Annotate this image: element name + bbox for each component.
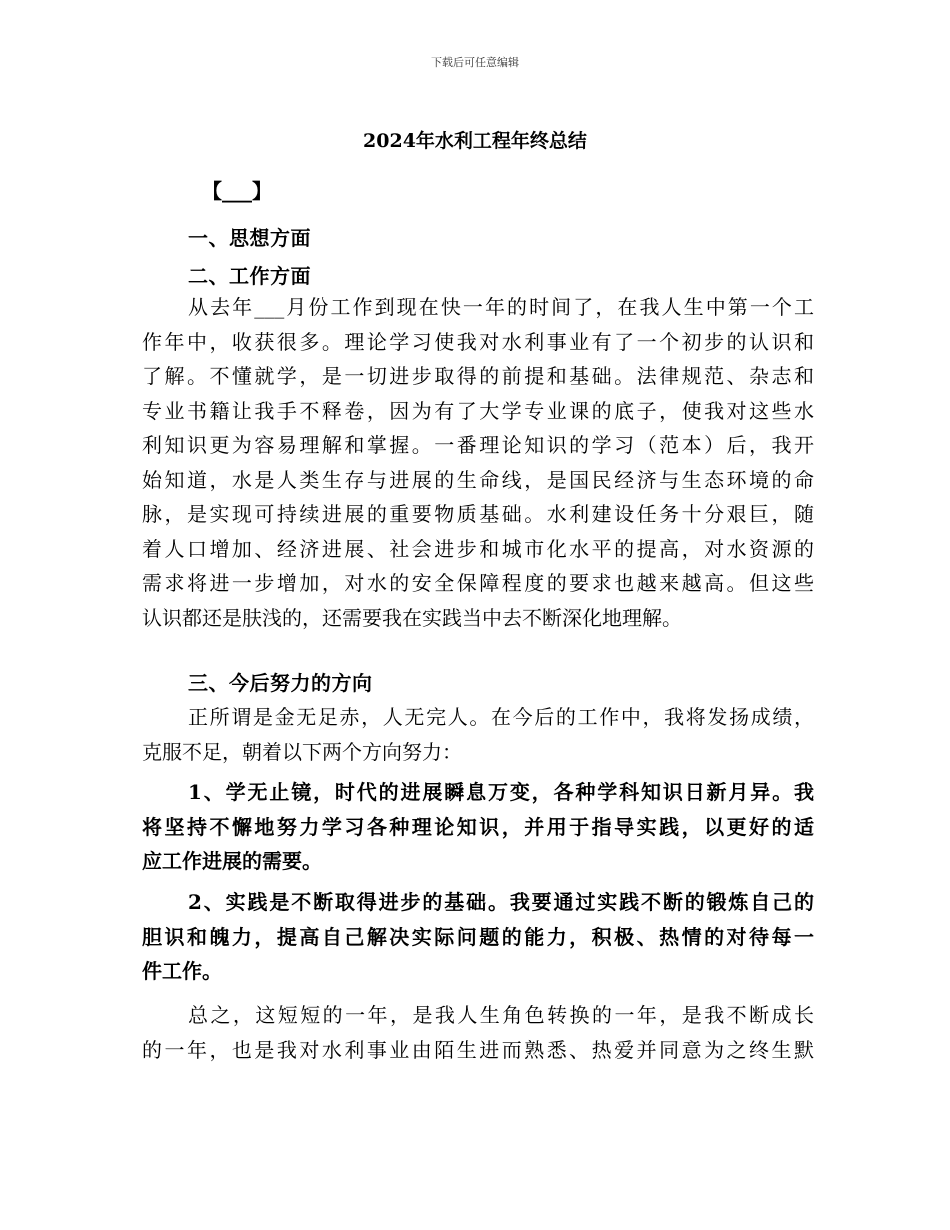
bracket-label: 【___】 xyxy=(202,179,272,203)
list-item-1 xyxy=(142,775,814,879)
text-line: 专业书籍让我手不释卷，因为有了大学专业课的底子，使我对这些水 xyxy=(142,398,814,423)
text-line: 从去年___月份工作到现在快一年的时间了，在我人生中第一个工 xyxy=(188,295,814,319)
text-line: 的一年，也是我对水利事业由陌生进而熟悉、热爱并同意为之终生默 xyxy=(142,1037,814,1062)
list-item-2 xyxy=(142,885,814,989)
text-line: 利知识更为容易理解和掌握。一番理论知识的学习（范本）后，我开 xyxy=(142,433,814,457)
document-title: 2024年水利工程年终总结 xyxy=(363,130,587,152)
text-line: 认识都还是肤浅的，还需要我在实践当中去不断深化地理解。 xyxy=(142,605,682,630)
heading-work: 二、工作方面 xyxy=(188,264,311,288)
paragraph-work-summary xyxy=(142,290,814,635)
text-line: 将坚持不懈地努力学习各种理论知识，并用于指导实践，以更好的适 xyxy=(142,814,814,839)
text-line: 胆识和魄力，提高自己解决实际问题的能力，积极、热情的对待每一 xyxy=(142,924,814,949)
text-line: 脉，是实现可持续进展的重要物质基础。水利建设任务十分艰巨，随 xyxy=(142,502,814,526)
header-note: 下载后可任意编辑 xyxy=(431,56,519,69)
text-line: 正所谓是金无足赤，人无完人。在今后的工作中，我将发扬成绩， xyxy=(188,705,814,729)
text-line: 着人口增加、经济进展、社会进步和城市化水平的提高，对水资源的 xyxy=(142,536,814,561)
text-line: 2、实践是不断取得进步的基础。我要通过实践不断的锻炼自己的 xyxy=(188,890,814,914)
heading-future-direction: 三、今后努力的方向 xyxy=(188,671,373,695)
text-line: 克服不足，朝着以下两个方向努力： xyxy=(142,739,462,764)
text-line: 件工作。 xyxy=(142,959,222,983)
text-line: 总之，这短短的一年，是我人生角色转换的一年，是我不断成长 xyxy=(188,1003,814,1027)
paragraph-future-intro xyxy=(142,700,814,769)
paragraph-conclusion xyxy=(142,998,814,1067)
text-line: 需求将进一步增加，对水的安全保障程度的要求也越来越高。但这些 xyxy=(142,571,814,595)
text-line: 作年中，收获很多。理论学习使我对水利事业有了一个初步的认识和 xyxy=(142,329,814,354)
text-line: 1、学无止镜，时代的进展瞬息万变，各种学科知识日新月异。我 xyxy=(188,780,814,804)
text-line: 了解。不懂就学，是一切进步取得的前提和基础。法律规范、杂志和 xyxy=(142,364,814,388)
text-line: 始知道，水是人类生存与进展的生命线，是国民经济与生态环境的命 xyxy=(142,467,814,492)
heading-thought: 一、思想方面 xyxy=(188,226,311,250)
text-line: 应工作进展的需要。 xyxy=(142,849,322,873)
